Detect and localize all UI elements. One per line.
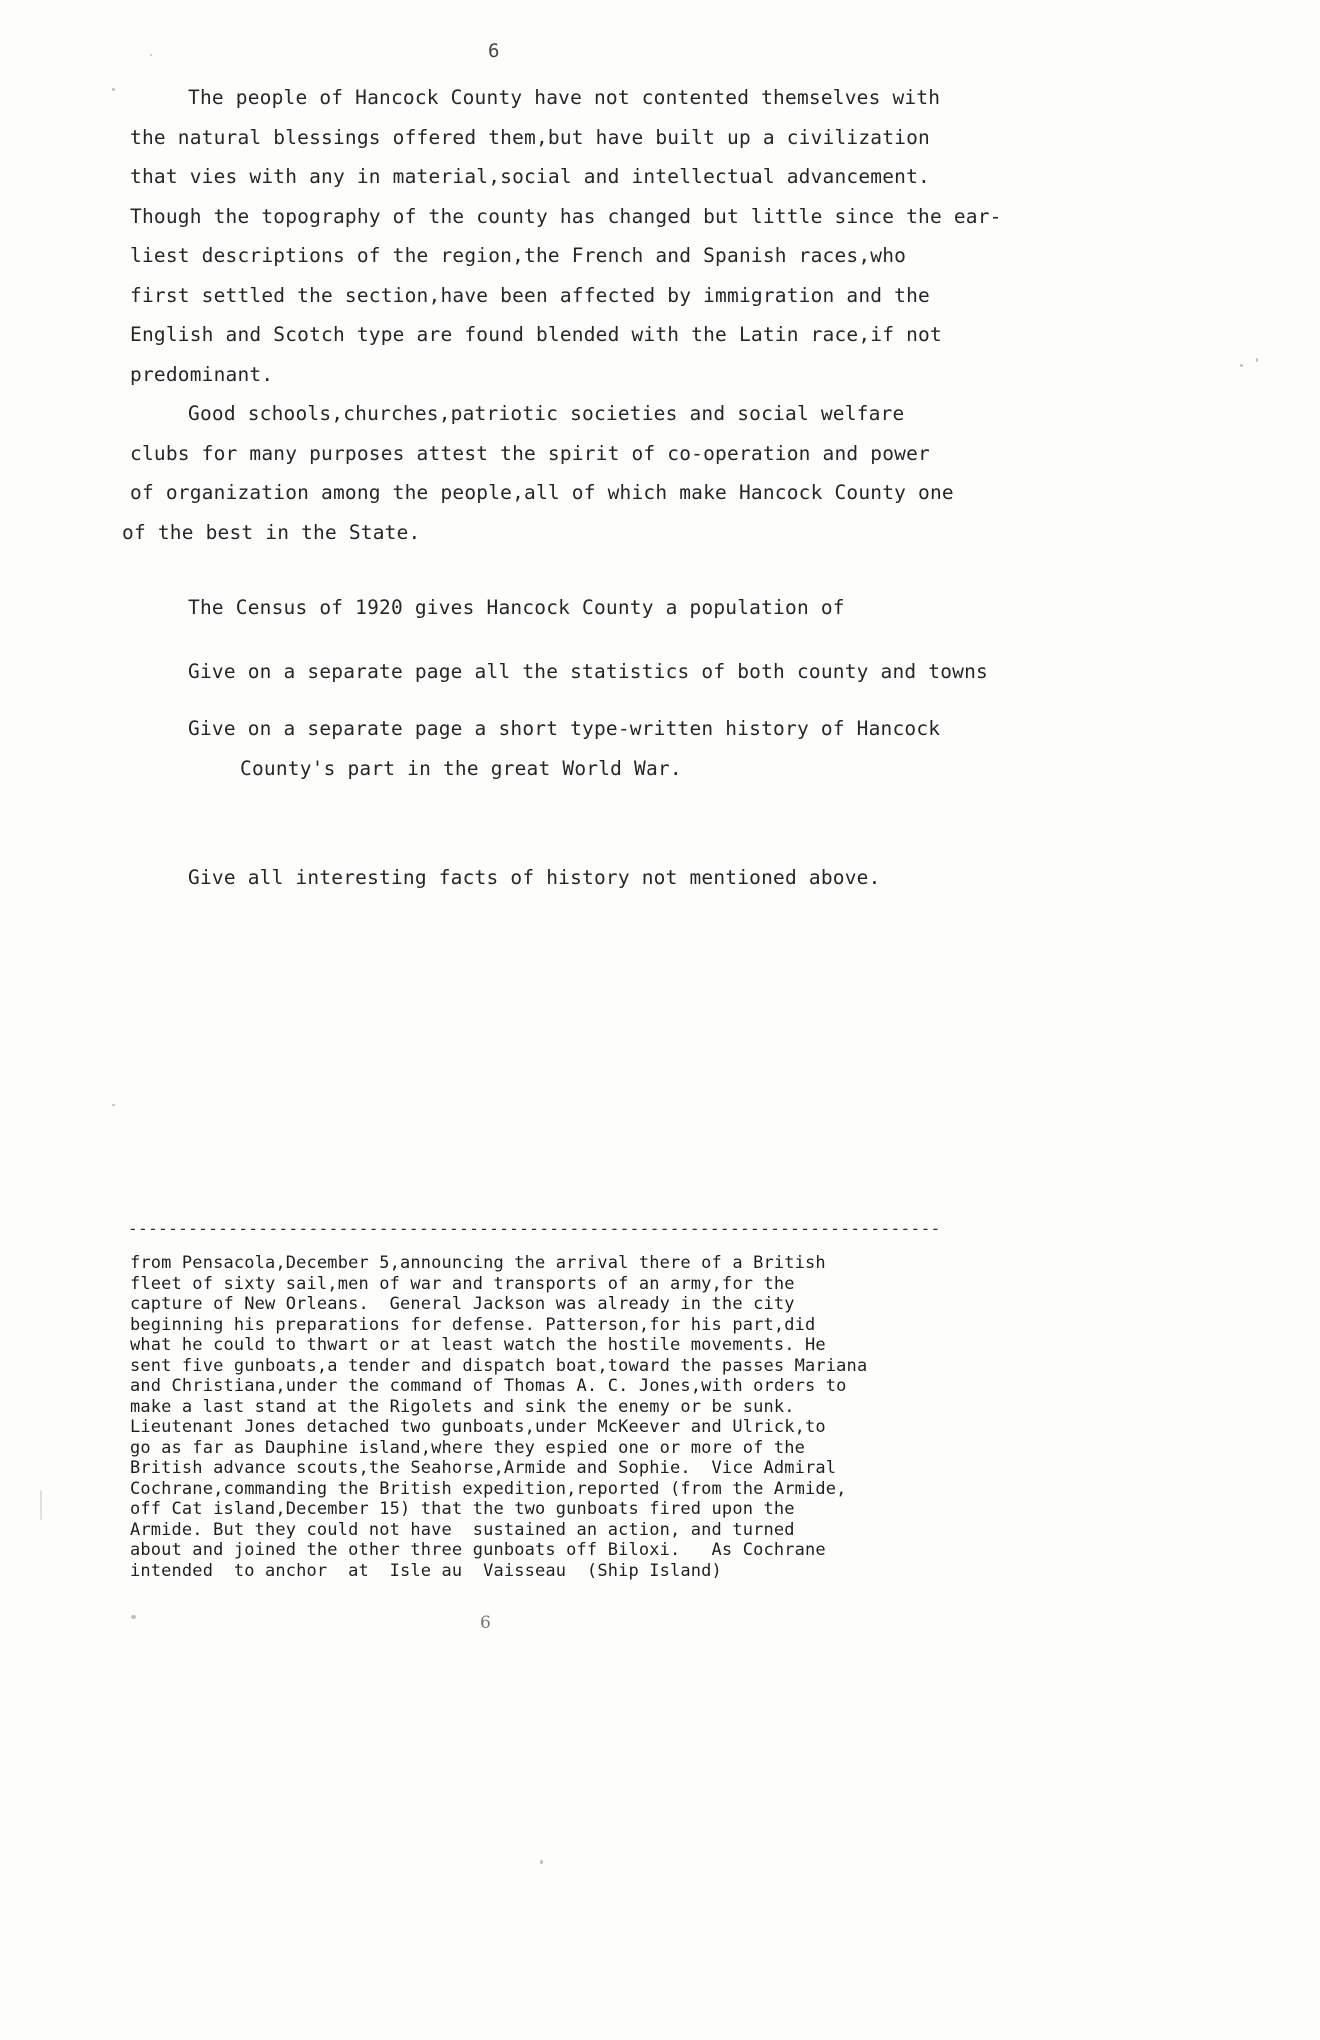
census-line: The Census of 1920 gives Hancock County a population of (188, 596, 845, 619)
footnote-line: go as far as Dauphine island,where they espied one or more of the (130, 1437, 806, 1458)
page-number-top: 6 (488, 40, 500, 62)
paragraph-1-line-4: Though the topography of the county has changed but little since the ear- (130, 204, 1002, 228)
footnote-line: from Pensacola,December 5,announcing the arrival there of a British (130, 1253, 826, 1273)
footnote-line: what he could to thwart or at least watch the hostile movements. He (130, 1335, 826, 1355)
footnote-line: fleet of sixty sail,men of war and transports of an army,for the (130, 1273, 795, 1294)
paragraph-1-line-8: predominant. (130, 362, 274, 386)
paragraph-2-line-4: of the best in the State. (122, 520, 421, 544)
paragraph-1-line-2: the natural blessings offered them,but have built up a civilization (130, 125, 930, 149)
scan-speck (540, 1860, 543, 1864)
scan-speck (131, 1615, 136, 1619)
paragraph-1-line-3: that vies with any in material,social and intellectual advancement. (130, 165, 930, 188)
paragraph-2-line-3: of organization among the people,all of which make Hancock County one (130, 481, 954, 504)
footnote-line: Lieutenant Jones detached two gunboats,under McKeever and Ulrick,to (130, 1417, 826, 1437)
footnote-line: off Cat island,December 15) that the two gunboats fired upon the (130, 1499, 795, 1519)
scan-speck (150, 54, 152, 56)
footnote-line: about and joined the other three gunboats off Biloxi. As Cochrane (130, 1540, 826, 1560)
paragraph-2-line-1: Good schools,churches,patriotic societies and social welfare (188, 402, 905, 425)
footnote-line: make a last stand at the Rigolets and sink the enemy or be sunk. (130, 1396, 795, 1417)
footnote-line: Cochrane,commanding the British expedition,reported (from the Armide, (130, 1478, 847, 1499)
instruction-war-history-line-2: County's part in the great World War. (240, 756, 682, 780)
section-divider: --------------------------------------------------------------------------------- (128, 1219, 941, 1238)
paragraph-1-line-6: first settled the section,have been affected by immigration and the (130, 283, 930, 307)
scan-speck (1240, 364, 1243, 367)
footnote-line: intended to anchor at Isle au Vaisseau (Ship Island) (130, 1560, 722, 1581)
paragraph-1-line-1: The people of Hancock County have not contented themselves with (188, 86, 941, 109)
footnote-line: Armide. But they could not have sustained an action, and turned (130, 1519, 795, 1540)
paragraph-2-line-2: clubs for many purposes attest the spirit of co-operation and power (130, 441, 930, 465)
footnote-text (130, 1253, 1130, 1581)
scan-speck (1256, 358, 1258, 362)
paragraph-1-line-5: liest descriptions of the region,the French and Spanish races,who (130, 244, 907, 267)
footnote-line: British advance scouts,the Seahorse,Armide and Sophie. Vice Admiral (130, 1458, 837, 1478)
upper-body-text (122, 78, 1130, 898)
instruction-war-history-line-1: Give on a separate page a short type-written history of Hancock (188, 717, 941, 740)
instruction-statistics: Give on a separate page all the statistics of both county and towns (188, 659, 988, 683)
footnote-line: and Christiana,under the command of Thomas A. C. Jones,with orders to (130, 1376, 847, 1396)
footnote-line: sent five gunboats,a tender and dispatch boat,toward the passes Mariana (130, 1355, 868, 1376)
paragraph-1-line-7: English and Scotch type are found blended with the Latin race,if not (130, 323, 942, 346)
scan-speck (112, 88, 115, 91)
scan-speck (112, 1104, 115, 1106)
footnote-line: beginning his preparations for defense. Patterson,for his part,did (130, 1314, 816, 1335)
page-number-bottom: 6 (480, 1613, 491, 1633)
instruction-interesting-facts: Give all interesting facts of history not mentioned above. (188, 866, 881, 889)
scan-speck (40, 1490, 42, 1520)
footnote-line: capture of New Orleans. General Jackson was already in the city (130, 1294, 795, 1314)
